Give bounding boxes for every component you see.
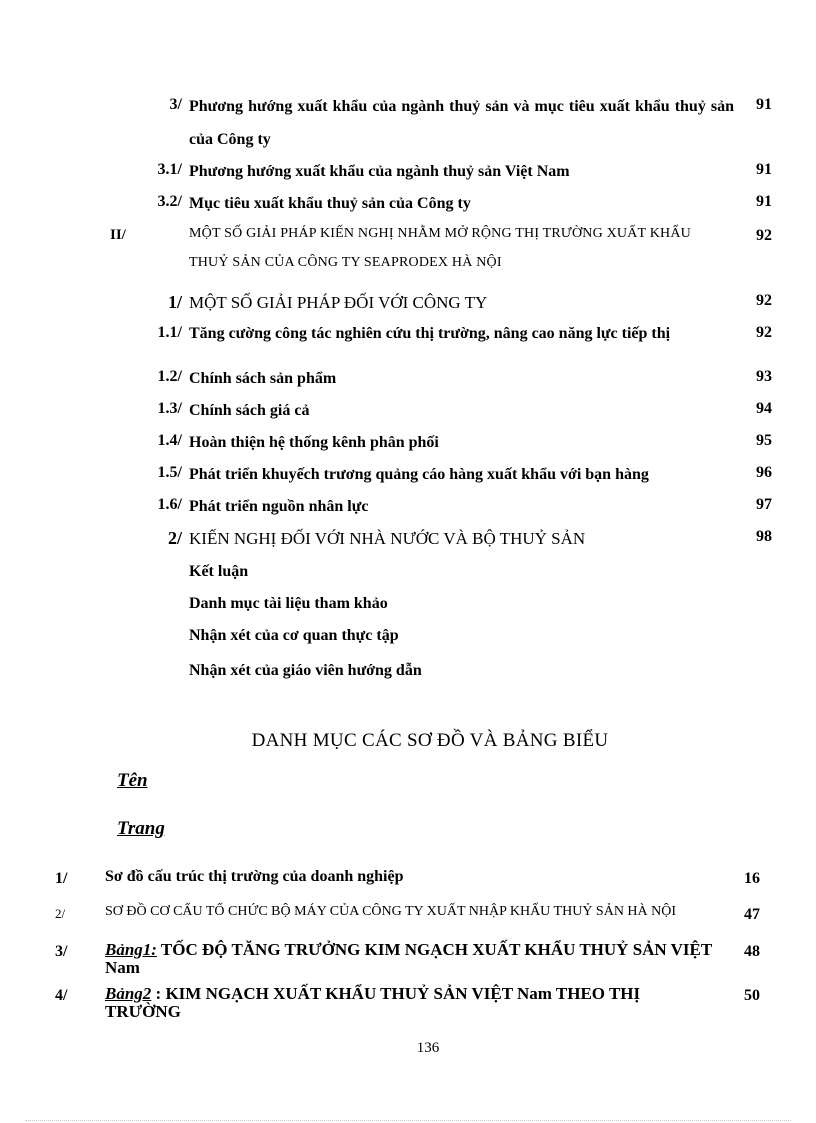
toc-number: 2/: [167, 528, 182, 548]
toc-number: 1.2/: [157, 368, 182, 385]
toc-text: Chính sách giá cả: [189, 402, 310, 419]
toc-number: 1/: [167, 292, 182, 312]
toc-number: 1.4/: [157, 432, 182, 449]
figure-title: Sơ đồ cấu trúc thị trường của doanh nghiệp: [105, 868, 404, 885]
toc-text: Hoàn thiện hệ thống kênh phân phối: [189, 434, 439, 451]
toc-page: 94: [756, 400, 772, 417]
figure-title: SƠ ĐỒ CƠ CẤU TỔ CHỨC BỘ MÁY CỦA CÔNG TY XUẤT NHẬP KHẨU THUỶ SẢN HÀ NỘI: [105, 904, 677, 919]
column-label-name: Tên: [117, 770, 148, 791]
section-title: DANH MỤC CÁC SƠ ĐỒ VÀ BẢNG BIỂU: [251, 730, 609, 751]
figure-page: 50: [744, 987, 760, 1004]
toc-text: Nhận xét của giáo viên hướng dẫn: [189, 662, 422, 679]
figure-number: 1/: [55, 870, 68, 887]
figure-text: [105, 941, 715, 977]
toc-page: 96: [756, 464, 772, 481]
toc-page: 98: [756, 528, 772, 545]
toc-page: 97: [756, 496, 772, 513]
figure-text: [105, 868, 715, 886]
toc-text: Phát triển khuyếch trương quảng cáo hàng xuất khẩu với bạn hàng: [189, 466, 649, 483]
figure-prefix: Bảng2: [105, 984, 152, 1003]
toc-number: 1.1/: [157, 324, 182, 341]
toc-text: Tăng cường công tác nghiên cứu thị trường, nâng cao năng lực tiếp thị: [189, 325, 671, 342]
toc-text: Kết luận: [189, 563, 249, 580]
toc-number: 3.2/: [157, 193, 182, 210]
toc-text: KIẾN NGHỊ ĐỐI VỚI NHÀ NƯỚC VÀ BỘ THUỶ SẢN: [189, 529, 586, 548]
figure-number: 2/: [55, 906, 66, 921]
figure-text: [105, 985, 715, 1021]
toc-number: II/: [110, 227, 126, 243]
toc-page: 91: [756, 96, 772, 113]
figure-title: : KIM NGẠCH XUẤT KHẨU THUỶ SẢN VIỆT Nam THEO THỊ TRƯỜNG: [105, 984, 641, 1021]
toc-text: Chính sách sản phẩm: [189, 370, 337, 387]
column-label-page: Trang: [117, 818, 165, 839]
toc-page: 91: [756, 193, 772, 210]
figure-number: 3/: [55, 943, 68, 960]
toc-number: 1.5/: [157, 464, 182, 481]
toc-text: Mục tiêu xuất khẩu thuỷ sản của Công ty: [189, 195, 471, 212]
page-bottom-divider: [25, 1120, 791, 1121]
toc-text: Phát triển nguồn nhân lực: [189, 498, 369, 515]
toc-page: 91: [756, 161, 772, 178]
toc-text: Phương hướng xuất khẩu của ngành thuỷ sản Việt Nam: [189, 163, 570, 180]
toc-page: 95: [756, 432, 772, 449]
figure-prefix: Bảng1:: [105, 940, 157, 959]
figure-text: [105, 904, 715, 920]
figure-title: TỐC ĐỘ TĂNG TRƯỞNG KIM NGẠCH XUẤT KHẨU THUỶ SẢN VIỆT Nam: [105, 940, 712, 977]
toc-number: 1.6/: [157, 496, 182, 513]
toc-text: Nhận xét của cơ quan thực tập: [189, 627, 399, 644]
figure-page: 47: [744, 906, 760, 923]
toc-page: 92: [756, 292, 772, 309]
toc-number: 1.3/: [157, 400, 182, 417]
toc-text: MỘT SỐ GIẢI PHÁP KIẾN NGHỊ NHẰM MỞ RỘNG THỊ TRƯỜNG XUẤT KHẨU THUỶ SẢN CỦA CÔNG TY SEAPRODEX HÀ NỘI: [189, 226, 691, 270]
toc-page: 92: [756, 227, 772, 244]
toc-number: 3/: [169, 96, 182, 113]
toc-text: Phương hướng xuất khẩu của ngành thuỷ sản và mục tiêu xuất khẩu thuỷ sản của Công ty: [189, 98, 734, 148]
toc-number: 3.1/: [157, 161, 182, 178]
figure-number: 4/: [55, 987, 68, 1004]
toc-page: 93: [756, 368, 772, 385]
figure-page: 48: [744, 943, 760, 960]
page-number: 136: [416, 1040, 440, 1056]
toc-text: MỘT SỐ GIẢI PHÁP ĐỐI VỚI CÔNG TY: [189, 293, 488, 312]
toc-text: Danh mục tài liệu tham khảo: [189, 595, 388, 612]
figure-page: 16: [744, 870, 760, 887]
toc-page: 92: [756, 324, 772, 341]
